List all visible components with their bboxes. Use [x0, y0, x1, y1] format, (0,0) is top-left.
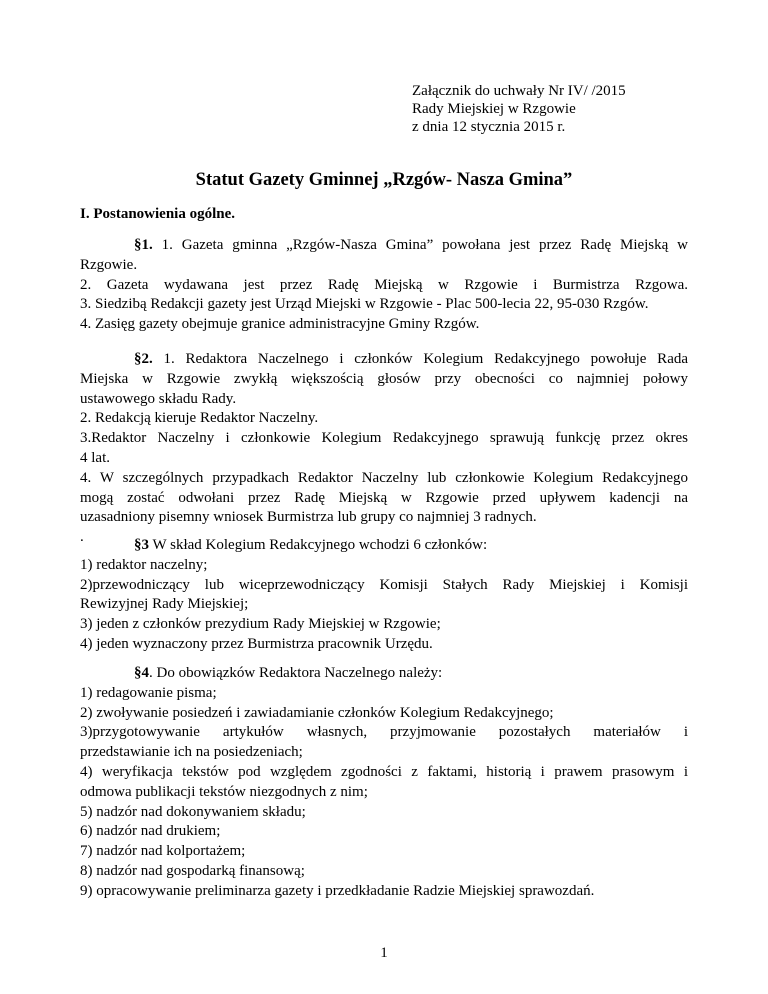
paragraph-mark: §4	[134, 665, 149, 681]
text-line: §2. 1. Redaktora Naczelnego i członków Kolegium Redakcyjnego powołuje Rada	[134, 351, 689, 367]
text-line: 4. W szczególnych przypadkach Redaktor Naczelny lub członkowie Kolegium Redakcyjnego	[80, 469, 688, 486]
text-line: 2)przewodniczący lub wiceprzewodniczący Komisji Stałych Rady Miejskiej i Komisji	[80, 576, 688, 593]
paragraph-mark: §3	[134, 537, 149, 553]
header-line: Załącznik do uchwały Nr IV/ /2015	[412, 83, 626, 99]
text-line: mogą zostać odwołani przez Radę Miejską w Rzgowie przed upływem kadencji na	[80, 489, 688, 506]
paragraph-3	[80, 536, 688, 655]
header-line: z dnia 12 stycznia 2015 r.	[412, 119, 566, 135]
section-heading: I. Postanowienia ogólne.	[80, 206, 236, 222]
text-line: 1) redaktor naczelny;	[80, 556, 208, 573]
text-line: 6) nadzór nad drukiem;	[80, 823, 221, 840]
paragraph-mark: §1.	[134, 237, 153, 253]
text-line: Rzgowie.	[80, 256, 138, 273]
text-line: 9) opracowywanie preliminarza gazety i przedkładanie Radzie Miejskiej sprawozdań.	[80, 882, 595, 899]
text-line: §4. Do obowiązków Redaktora Naczelnego należy:	[134, 665, 443, 681]
text-line: §3 W skład Kolegium Redakcyjnego wchodzi 6 członków:	[134, 537, 488, 553]
attachment-header	[412, 82, 626, 136]
text-line: 8) nadzór nad gospodarką finansową;	[80, 862, 305, 879]
paragraph-4	[80, 664, 688, 902]
text-line: uzasadniony pisemny wniosek Burmistrza lub grupy co najmniej 3 radnych.	[80, 509, 537, 526]
text-line: Rewizyjnej Rady Miejskiej;	[80, 596, 249, 613]
text-line: 3)przygotowywanie artykułów własnych, przyjmowanie pozostałych materiałów i	[80, 724, 688, 741]
document-title: Statut Gazety Gminnej „Rzgów- Nasza Gmina”	[195, 170, 573, 190]
header-line: Rady Miejskiej w Rzgowie	[412, 101, 576, 117]
text-line: 7) nadzór nad kolportażem;	[80, 843, 246, 860]
text-line: 3) jeden z członków prezydium Rady Miejskiej w Rzgowie;	[80, 616, 441, 633]
text-line: 4) jeden wyznaczony przez Burmistrza pracownik Urzędu.	[80, 635, 433, 652]
text-line: przedstawianie ich na posiedzeniach;	[80, 744, 303, 761]
text-line: .	[80, 529, 84, 546]
text-line: 2. Redakcją kieruje Redaktor Naczelny.	[80, 410, 319, 427]
paragraph-1	[80, 236, 688, 335]
text-line: 2) zwoływanie posiedzeń i zawiadamianie członków Kolegium Redakcyjnego;	[80, 704, 554, 721]
text-line: 1) redagowanie pisma;	[80, 684, 217, 701]
text-line: 4) weryfikacja tekstów pod względem zgodności z faktami, historią i prawem prasowym i	[80, 763, 688, 780]
text-line: 4. Zasięg gazety obejmuje granice administracyjne Gminy Rzgów.	[80, 316, 480, 333]
text-line: 4 lat.	[80, 449, 110, 466]
text-line: §1. 1. Gazeta gminna „Rzgów-Nasza Gmina” powołana jest przez Radę Miejską w	[134, 237, 689, 253]
text-line: 2. Gazeta wydawana jest przez Radę Miejską w Rzgowie i Burmistrza Rzgowa.	[80, 276, 688, 293]
page-number: 1	[380, 945, 388, 961]
text-line: ustawowego składu Rady.	[80, 390, 237, 407]
text-line: 3.Redaktor Naczelny i członkowie Kolegium Redakcyjnego sprawują funkcję przez okres	[80, 430, 688, 447]
text-line: odmowa publikacji tekstów niezgodnych z nim;	[80, 783, 368, 800]
paragraph-mark: §2.	[134, 351, 153, 367]
text-line: 5) nadzór nad dokonywaniem składu;	[80, 803, 306, 820]
text-line: 3. Siedzibą Redakcji gazety jest Urząd Miejski w Rzgowie - Plac 500-lecia 22, 95-030 Rzgów.	[80, 296, 649, 313]
text-line: Miejska w Rzgowie zwykłą większością głosów przy obecności co najmniej połowy	[80, 370, 688, 387]
paragraph-2	[80, 350, 688, 548]
